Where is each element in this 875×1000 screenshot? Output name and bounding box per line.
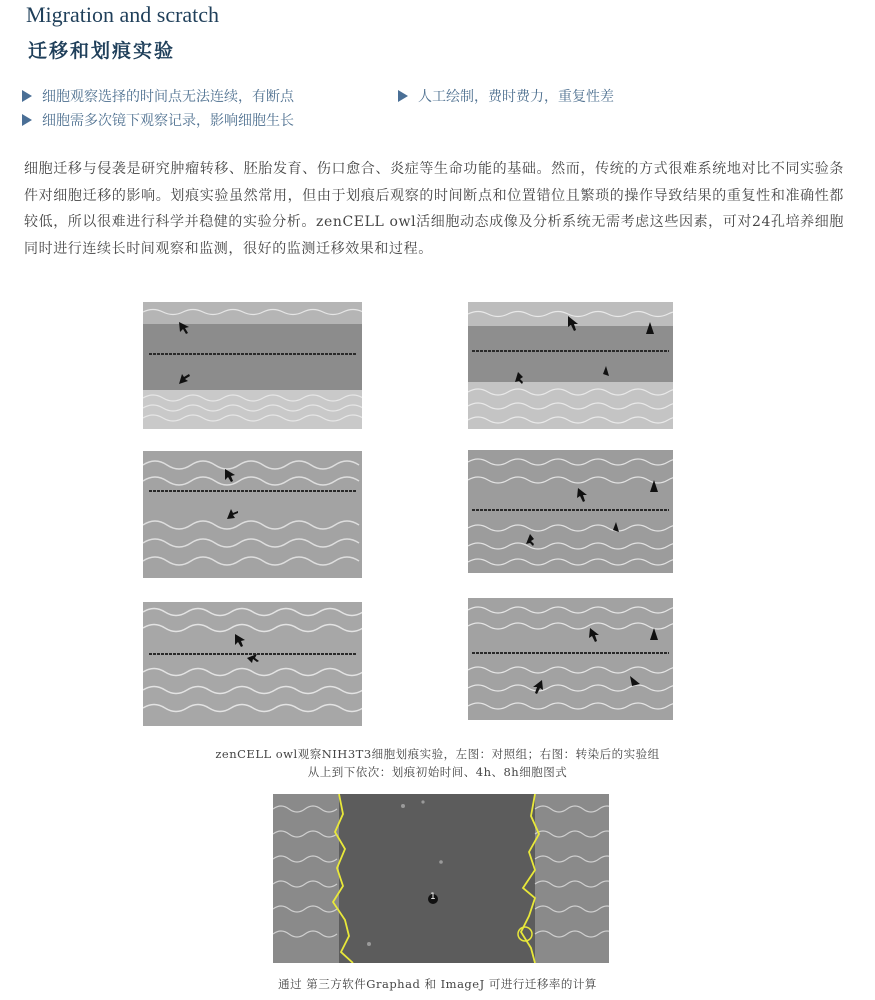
- triangle-bullet-icon: [398, 90, 408, 102]
- micrograph-control-8h: [143, 602, 362, 726]
- page-title-en: Migration and scratch: [26, 2, 220, 27]
- figure-caption-line-1: zenCELL owl观察NIH3T3细胞划痕实验，左图：对照组；右图：转染后的实验组: [215, 747, 660, 761]
- triangle-bullet-icon: [22, 90, 32, 102]
- analysis-caption: 通过 第三方软件Graphad 和 ImageJ 可进行迁移率的计算: [278, 977, 597, 991]
- micrograph-transfected-0h: [468, 302, 673, 429]
- micrograph-control-4h: [143, 451, 362, 578]
- micrograph-control-0h: [143, 302, 362, 429]
- bullet-item-1: 细胞观察选择的时间点无法连续，有断点: [22, 86, 294, 106]
- triangle-bullet-icon: [22, 114, 32, 126]
- body-paragraph: 细胞迁移与侵袭是研究肿瘤转移、胚胎发育、伤口愈合、炎症等生命功能的基础。然而，传统的方式很难系统地对比不同实验条件对细胞迁移的影响。划痕实验虽然常用，但由于划痕后观察的时间断点和位置错位且繁琐的操作导致结果的重复性和准确性都较低，所以很难进行科学并稳健的实验分析。zenCELL owl活细胞动态成像及分析系统无需考虑这些因素，可对24孔培养细胞同时进行连续长时间观察和监测，很好的监测迁移效果和过程。: [24, 161, 844, 257]
- bullet-item-2: 人工绘制，费时费力，重复性差: [398, 86, 614, 106]
- bullet-item-3: 细胞需多次镜下观察记录，影响细胞生长: [22, 110, 294, 130]
- micrograph-transfected-8h: [468, 598, 673, 720]
- micrograph-transfected-4h: [468, 450, 673, 573]
- page-title-cn: 迁移和划痕实验: [28, 40, 176, 62]
- figure-caption-line-2: 从上到下依次：划痕初始时间、4h、8h细胞图式: [307, 765, 568, 779]
- micrograph-migration-analysis: [273, 794, 609, 963]
- region-label: 1: [430, 892, 436, 902]
